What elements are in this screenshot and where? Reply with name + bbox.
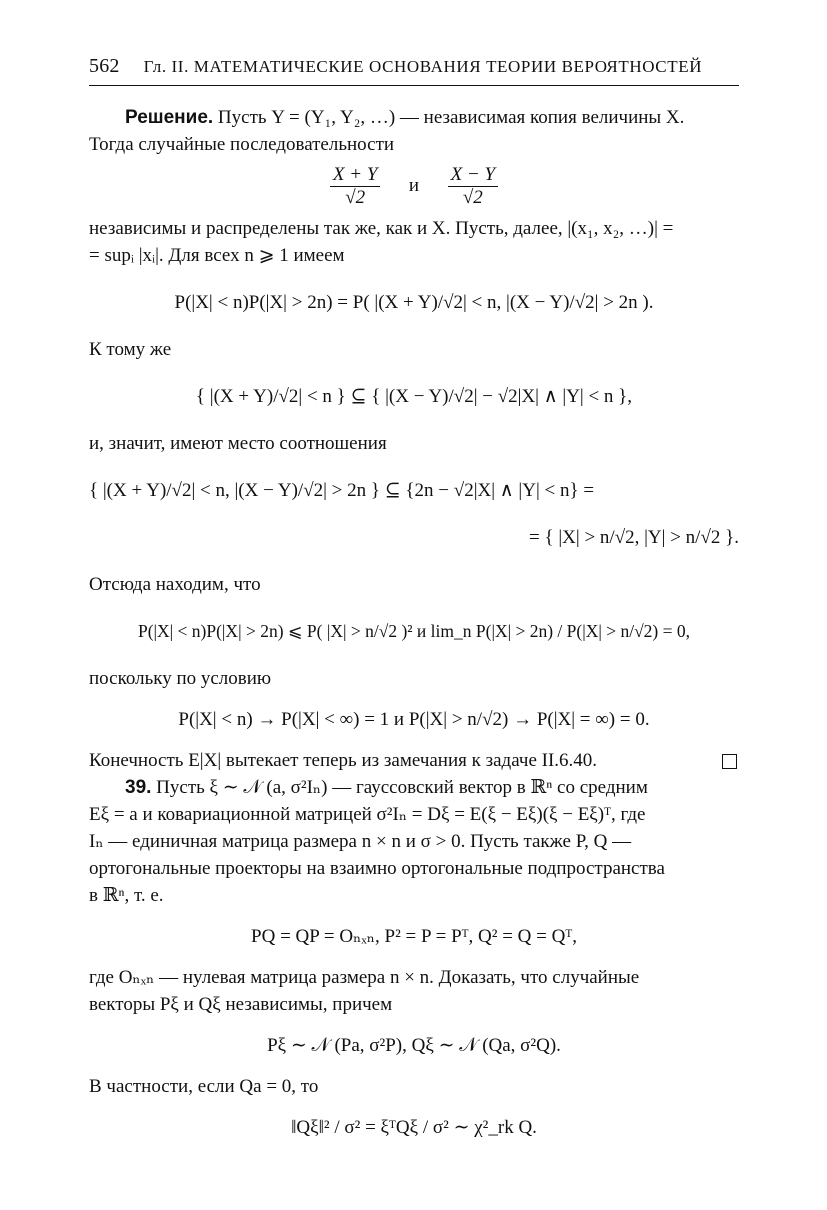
- text-line-16: [89, 747, 739, 774]
- qed-square-icon: [722, 754, 737, 769]
- running-title: Гл. II. МАТЕМАТИЧЕСКИЕ ОСНОВАНИЯ ТЕОРИИ ВЕРОЯТНОСТЕЙ: [143, 57, 703, 76]
- problem-39-line-1: Пусть ξ ∼ 𝒩 (a, σ²Iₙ) — гауссовский вектор в ℝⁿ со средним: [156, 777, 648, 798]
- problem-number: 39.: [125, 777, 152, 798]
- problem-39-line-7: где Oₙₓₙ — нулевая матрица размера n × n. Доказать, что случайные: [89, 967, 640, 988]
- page-number: 562: [89, 55, 120, 77]
- conjunction-and: и: [408, 174, 420, 196]
- text-line-14: поскольку по условию: [89, 668, 272, 689]
- solution-label: Решение.: [125, 107, 214, 128]
- problem-39-line-2: Eξ = a и ковариационной матрицей σ²Iₙ = Dξ = E(ξ − Eξ)(ξ − Eξ)ᵀ, где: [89, 804, 646, 825]
- formula-fractions: [89, 164, 739, 209]
- page: [89, 55, 739, 1141]
- formula-set-relation-2: = { |X| > n/√2, |Y| > n/√2 }.: [529, 527, 739, 548]
- formula-set-relation-1: { |(X + Y)/√2| < n, |(X − Y)/√2| > 2n } ⊆ {2n − √2|X| ∧ |Y| < n} =: [89, 480, 595, 501]
- fraction-sum: [330, 164, 381, 209]
- fraction-difference: [448, 164, 499, 209]
- page-body: [89, 104, 739, 1141]
- fraction-difference-numerator: X − Y: [448, 164, 499, 187]
- fraction-sum-numerator: X + Y: [330, 164, 381, 187]
- fraction-difference-denominator: √2: [462, 187, 483, 208]
- problem-39-paragraph: [89, 774, 739, 801]
- text-line-5: = supᵢ |xᵢ|. Для всех n ⩾ 1 имеем: [89, 245, 345, 266]
- problem-39-line-3: Iₙ — единичная матрица размера n × n и σ > 0. Пусть также P, Q —: [89, 831, 632, 852]
- running-header: [89, 55, 739, 86]
- formula-set-inclusion: { |(X + Y)/√2| < n } ⊆ { |(X − Y)/√2| − √2|X| ∧ |Y| < n },: [195, 386, 633, 407]
- solution-line-1: Пусть Y = (Y₁, Y₂, …) — независимая копия величины X.: [217, 107, 685, 128]
- formula-inequality-limit: P(|X| < n)P(|X| > 2n) ⩽ P( |X| > n/√2 )² и lim_n P(|X| > 2n) / P(|X| > n/√2) = 0,: [137, 621, 691, 641]
- problem-39-line-5: в ℝⁿ, т. е.: [89, 885, 164, 906]
- problem-39-line-4: ортогональные проекторы на взаимно ортогональные подпространства: [89, 858, 665, 879]
- text-line-7: К тому же: [89, 339, 172, 360]
- formula-distributions: Pξ ∼ 𝒩 (Pa, σ²P), Qξ ∼ 𝒩 (Qa, σ²Q).: [267, 1035, 561, 1056]
- problem-39-line-8: векторы Pξ и Qξ независимы, причем: [89, 994, 393, 1015]
- formula-probability-product: P(|X| < n)P(|X| > 2n) = P( |(X + Y)/√2| < n, |(X − Y)/√2| > 2n ).: [174, 292, 654, 313]
- problem-39-line-10: В частности, если Qa = 0, то: [89, 1076, 319, 1097]
- fraction-sum-denominator: √2: [345, 187, 366, 208]
- formula-projectors: PQ = QP = Oₙₓₙ, P² = P = Pᵀ, Q² = Q = Qᵀ,: [251, 926, 577, 947]
- text-line-4: независимы и распределены так же, как и X. Пусть, далее, |(x₁, x₂, …)| =: [89, 218, 674, 239]
- text-line-12: Отсюда находим, что: [89, 574, 261, 595]
- text-line-2: Тогда случайные последовательности: [89, 134, 395, 155]
- formula-chi-square: ‖Qξ‖² / σ² = ξᵀQξ / σ² ∼ χ²_rk Q.: [291, 1117, 537, 1138]
- conclusion-text: Конечность E|X| вытекает теперь из замечания к задаче II.6.40.: [89, 750, 598, 771]
- text-line-9: и, значит, имеют место соотношения: [89, 433, 387, 454]
- solution-paragraph: [89, 104, 739, 131]
- formula-convergence: P(|X| < n) → P(|X| < ∞) = 1 и P(|X| > n/√2) → P(|X| = ∞) = 0.: [178, 709, 650, 730]
